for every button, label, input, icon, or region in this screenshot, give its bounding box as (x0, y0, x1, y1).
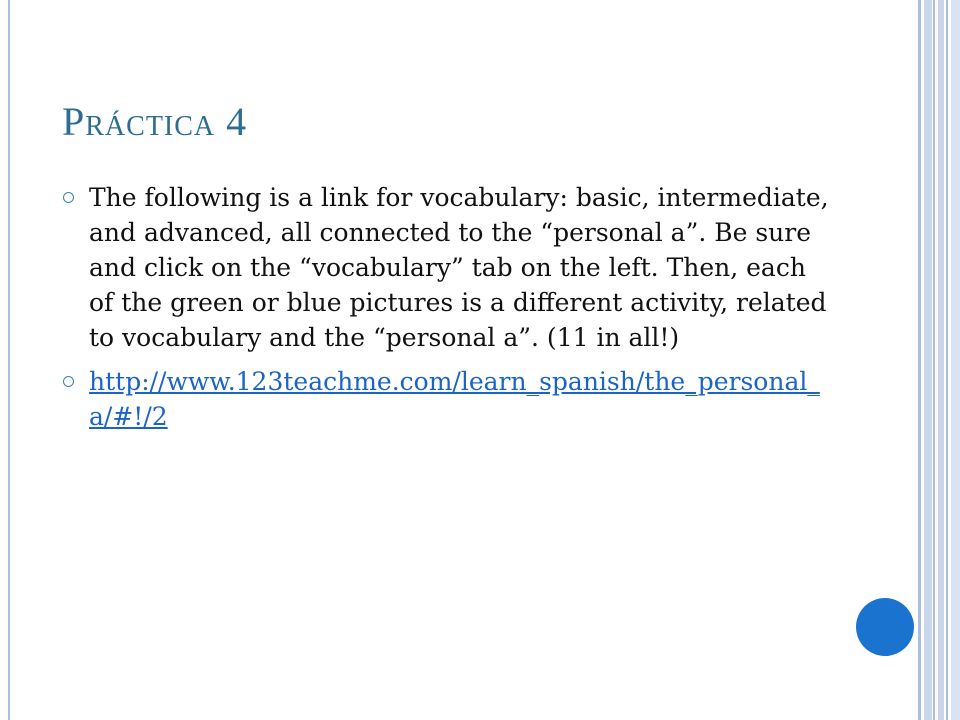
decorative-circle (856, 598, 914, 656)
slide-body (62, 180, 832, 443)
right-frame-bar (938, 0, 944, 720)
left-frame-line (8, 0, 10, 720)
bullet-icon (63, 376, 74, 387)
right-frame-bar (918, 0, 921, 720)
right-frame-bar (946, 0, 948, 720)
bullet-item (62, 364, 832, 434)
bullet-icon (63, 192, 74, 203)
vocabulary-link[interactable]: http://www.123teachme.com/learn_spanish/the_personal_a/#!/2 (89, 367, 820, 431)
right-frame-bar (924, 0, 932, 720)
bullet-item (62, 180, 832, 355)
right-frame-bar (951, 0, 960, 720)
bullet-text: The following is a link for vocabulary: basic, intermediate, and advanced, all connected to the “personal a”. Be sure and click on the “vocabulary” tab on the left. Then, each of the green or blue pictures is a different activity, related to vocabulary and the “personal a”. (11 in all!) (89, 183, 829, 352)
right-frame-bar (933, 0, 935, 720)
slide-title: Práctica 4 (62, 99, 248, 144)
